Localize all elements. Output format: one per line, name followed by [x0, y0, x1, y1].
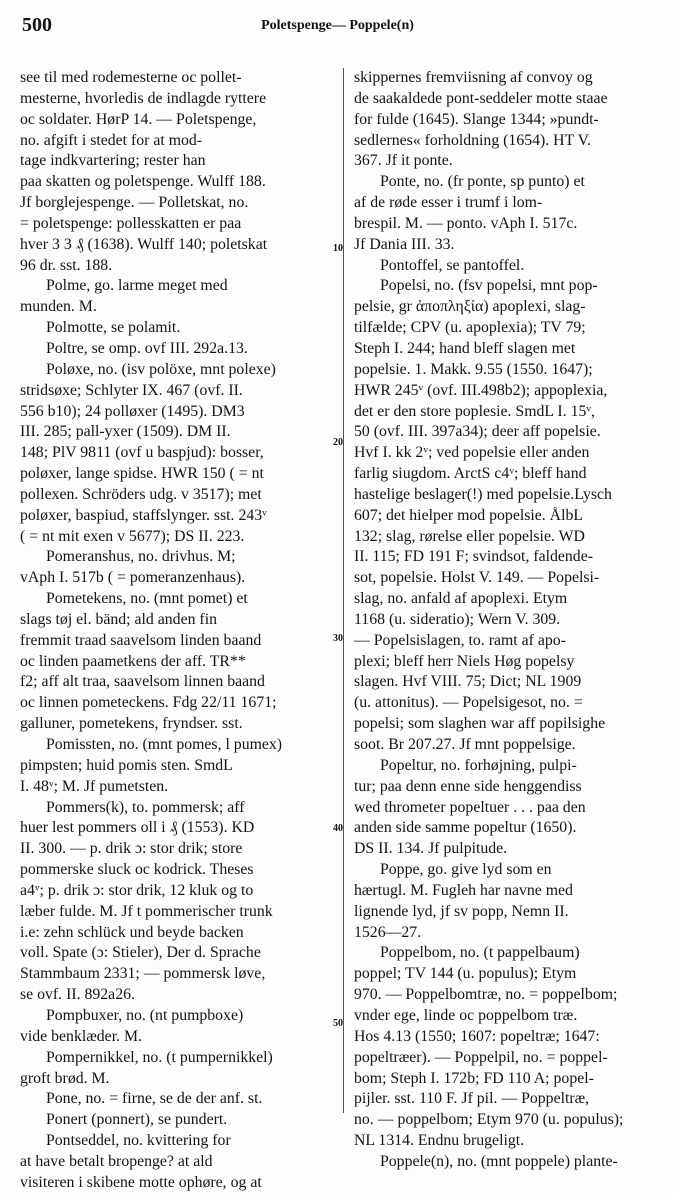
- text-line: voll. Spate (ɔ: Stieler), Der d. Sprache: [20, 944, 261, 962]
- text-line: Pommers(k), to. pommersk; aff: [46, 798, 245, 816]
- text-line: læber fulde. M. Jf t pommerischer trunk: [20, 902, 273, 920]
- running-head: Poletspenge— Poppele(n): [261, 18, 414, 33]
- text-line: = poletspenge: pollesskatten er paa: [20, 214, 242, 232]
- text-line: hærtugl. M. Fugleh har navne med: [354, 881, 573, 899]
- text-line: sedlernes« forholdning (1654). HT V.: [354, 131, 591, 149]
- text-line: 1168 (u. sideratio); Wern V. 309.: [354, 610, 561, 628]
- text-line: Popeltur, no. forhøjning, pulpi-: [380, 756, 577, 774]
- text-line: i.e: zehn schlück und beyde backen: [20, 923, 244, 941]
- text-line: Pone, no. = firne, se de der anf. st.: [46, 1090, 263, 1108]
- text-line: Pompernikkel, no. (t pumpernikkel): [46, 1048, 273, 1066]
- text-line: pommerske sluck oc kodrick. Theses: [20, 861, 254, 879]
- text-line: 96 dr. sst. 188.: [20, 256, 113, 274]
- text-line: III. 285; pall-yxer (1509). DM II.: [20, 423, 231, 441]
- text-line: f2; aff alt traa, saavelsom linnen baand: [20, 673, 265, 691]
- text-line: pimpsten; huid pomis sten. SmdL: [20, 756, 233, 774]
- text-line: vAph I. 517b ( = pomeranzenhaus).: [20, 569, 246, 587]
- text-line: II. 300. — p. drik ɔ: stor drik; store: [20, 840, 243, 858]
- left-column: [20, 68, 331, 1194]
- text-line: Polmotte, se polamit.: [46, 319, 181, 337]
- text-line: Pometekens, no. (mnt pomet) et: [46, 590, 248, 608]
- text-line: II. 115; FD 191 F; svindsot, faldende-: [354, 548, 593, 566]
- text-line: visiteren i skibene motte ophøre, og at: [20, 1173, 262, 1191]
- text-line: Poltre, se omp. ovf III. 292a.13.: [46, 339, 248, 357]
- text-line: Poppele(n), no. (mnt poppele) plante-: [380, 1152, 618, 1170]
- page-number: 500: [22, 14, 52, 36]
- text-line: no. afgift i stedet for at mod-: [20, 131, 203, 149]
- text-line: pollexen. Schröders udg. v 3517); met: [20, 485, 262, 503]
- text-line: HWR 245ᵛ (ovf. III.498b2); appoplexia,: [354, 381, 608, 399]
- right-column: [354, 68, 667, 1173]
- text-line: pijler. sst. 110 F. Jf pil. — Poppeltræ,: [354, 1090, 590, 1108]
- text-line: soot. Br 207.27. Jf mnt poppelsige.: [354, 736, 576, 753]
- text-line: af de røde esser i trumf i lom-: [354, 194, 543, 212]
- text-line: huer lest pommers oll i ₰ (1553). KD: [20, 819, 255, 837]
- text-line: lignende lyd, jf sv popp, Nemn II.: [354, 902, 569, 920]
- text-line: poløxer, baspiud, staffslynger. sst. 243ᵛ: [20, 506, 267, 524]
- text-line: fremmit traad saavelsom linden baand: [20, 631, 262, 649]
- text-line: Steph I. 244; hand bleff slagen met: [354, 339, 576, 357]
- text-line: DS II. 134. Jf pulpitude.: [354, 840, 508, 858]
- text-line: wed thrometer popeltuer . . . paa den: [354, 798, 586, 816]
- line-number-marker: 30: [333, 633, 343, 644]
- text-line: tur; paa denn enne side henggendiss: [354, 777, 582, 795]
- text-line: Pomissten, no. (mnt pomes, l pumex): [46, 736, 283, 753]
- text-line: Pompbuxer, no. (nt pumpboxe): [46, 1006, 244, 1024]
- text-line: Ponert (ponnert), se pundert.: [46, 1111, 228, 1129]
- text-line: Stammbaum 2331; — pommersk løve,: [20, 965, 266, 983]
- text-line: Hos 4.13 (1550; 1607: popeltræ; 1647:: [354, 1027, 600, 1045]
- text-line: Poppelbom, no. (t pappelbaum): [380, 944, 580, 962]
- text-line: 132; slag, rørelse eller popelsie. WD: [354, 527, 585, 545]
- text-line: vide benklæder. M.: [20, 1027, 142, 1045]
- text-line: Polme, go. larme meget med: [46, 277, 228, 295]
- text-line: I. 48ᵛ; M. Jf pumetsten.: [20, 777, 169, 795]
- text-line: de saakaldede pont-seddeler motte staae: [354, 89, 608, 107]
- text-line: Popelsi, no. (fsv popelsi, mnt pop-: [380, 277, 598, 295]
- text-line: 367. Jf it ponte.: [354, 152, 453, 170]
- line-number-marker: 20: [333, 437, 343, 448]
- text-line: mesterne, hvorledis de indlagde ryttere: [20, 89, 267, 107]
- text-line: 556 b10); 24 polløxer (1495). DM3: [20, 402, 245, 420]
- text-line: 970. — Poppelbomtræ, no. = poppelbom;: [354, 986, 618, 1004]
- line-number-marker: 10: [333, 243, 343, 254]
- line-number-marker: 50: [333, 1018, 343, 1029]
- text-line: galluner, pometekens, fryndser. sst.: [20, 715, 243, 733]
- text-line: popeltræer). — Poppelpil, no. = poppel-: [354, 1048, 608, 1066]
- text-line: sot, popelsie. Holst V. 149. — Popelsi-: [354, 569, 600, 587]
- text-line: hver 3 3 ₰ (1638). Wulff 140; poletskat: [20, 235, 268, 253]
- text-line: Pomeranshus, no. drivhus. M;: [46, 548, 236, 566]
- text-line: popelsie. 1. Makk. 9.55 (1550. 1647);: [354, 360, 593, 378]
- text-line: NL 1314. Endnu brugeligt.: [354, 1132, 525, 1150]
- text-line: a4ᵛ; p. drik ɔ: stor drik, 12 kluk og to: [20, 881, 254, 899]
- text-line: skippernes fremviisning af convoy og: [354, 69, 593, 86]
- page-header: [22, 14, 653, 38]
- text-line: se ovf. II. 892a26.: [20, 986, 135, 1004]
- text-line: ( = nt mit exen v 5677); DS II. 223.: [20, 527, 245, 545]
- text-line: slag, no. anfald af apoplexi. Etym: [354, 590, 568, 608]
- text-line: oc linnen pometeckens. Fdg 22/11 1671;: [20, 694, 277, 712]
- column-divider: [343, 68, 344, 1113]
- text-line: for fulde (1645). Slange 1344; »pundt-: [354, 110, 599, 128]
- text-line: (u. attonitus). — Popelsigesot, no. =: [354, 694, 583, 712]
- text-line: paa skatten og poletspenge. Wulff 188.: [20, 173, 266, 191]
- text-line: at have betalt bropenge? at ald: [20, 1152, 213, 1170]
- text-line: Poløxe, no. (isv polöxe, mnt polexe): [46, 360, 276, 378]
- text-line: — Popelsislagen, to. ramt af apo-: [354, 631, 566, 649]
- text-line: farlig siugdom. ArctS c4ᵛ; bleff hand: [354, 465, 587, 483]
- text-line: det er den store poplesie. SmdL I. 15ᵛ,: [354, 402, 595, 420]
- text-line: poløxer, lange spidse. HWR 150 ( = nt: [20, 465, 264, 483]
- text-line: poppel; TV 144 (u. populus); Etym: [354, 965, 577, 983]
- text-line: Jf Dania III. 33.: [354, 235, 455, 253]
- text-line: slagen. Hvf VIII. 75; Dict; NL 1909: [354, 673, 582, 691]
- text-line: see til med rodemesterne oc pollet-: [20, 69, 242, 86]
- text-line: bom; Steph I. 172b; FD 110 A; popel-: [354, 1069, 594, 1087]
- text-line: anden side samme popeltur (1650).: [354, 819, 577, 837]
- text-line: hastelige beslager(!) med popelsie.Lysch: [354, 485, 612, 503]
- text-line: Pontoffel, se pantoffel.: [380, 256, 525, 274]
- text-line: stridsøxe; Schlyter IX. 467 (ovf. II.: [20, 381, 243, 399]
- text-line: tilfælde; CPV (u. apoplexia); TV 79;: [354, 319, 586, 337]
- text-line: no. — poppelbom; Etym 970 (u. populus);: [354, 1111, 624, 1129]
- line-number-marker: 40: [333, 823, 343, 834]
- text-line: popelsi; som slaghen war aff popilsighe: [354, 715, 606, 733]
- text-line: Hvf I. kk 2ᵛ; ved popelsie eller anden: [354, 444, 590, 462]
- text-line: tage indkvartering; rester han: [20, 152, 206, 170]
- text-line: brespil. M. — ponto. vAph I. 517c.: [354, 214, 578, 232]
- text-line: Ponte, no. (fr ponte, sp punto) et: [380, 173, 585, 191]
- text-line: 607; det hielper mod popelsie. ÅlbL: [354, 506, 584, 524]
- text-line: munden. M.: [20, 298, 97, 316]
- text-line: 148; PlV 9811 (ovf u baspjud): bosser,: [20, 444, 264, 462]
- text-line: pelsie, gr ἀποπληξία) apoplexi, slag-: [354, 298, 586, 316]
- text-line: vnder ege, linde oc poppelbom træ.: [354, 1006, 578, 1024]
- text-line: oc linden paametkens der aff. TR**: [20, 652, 246, 670]
- text-line: oc soldater. HørP 14. — Poletspenge,: [20, 110, 257, 128]
- text-line: slags tøj el. bänd; ald anden fin: [20, 610, 217, 628]
- text-line: groft brød. M.: [20, 1069, 110, 1087]
- text-line: plexi; bleff herr Niels Høg popelsy: [354, 652, 575, 670]
- text-line: Pontseddel, no. kvittering for: [46, 1132, 231, 1150]
- text-line: Jf borglejespenge. — Polletskat, no.: [20, 194, 249, 212]
- text-line: 1526—27.: [354, 923, 422, 941]
- text-line: 50 (ovf. III. 397a34); deer aff popelsie.: [354, 423, 601, 441]
- text-line: Poppe, go. give lyd som en: [380, 861, 552, 879]
